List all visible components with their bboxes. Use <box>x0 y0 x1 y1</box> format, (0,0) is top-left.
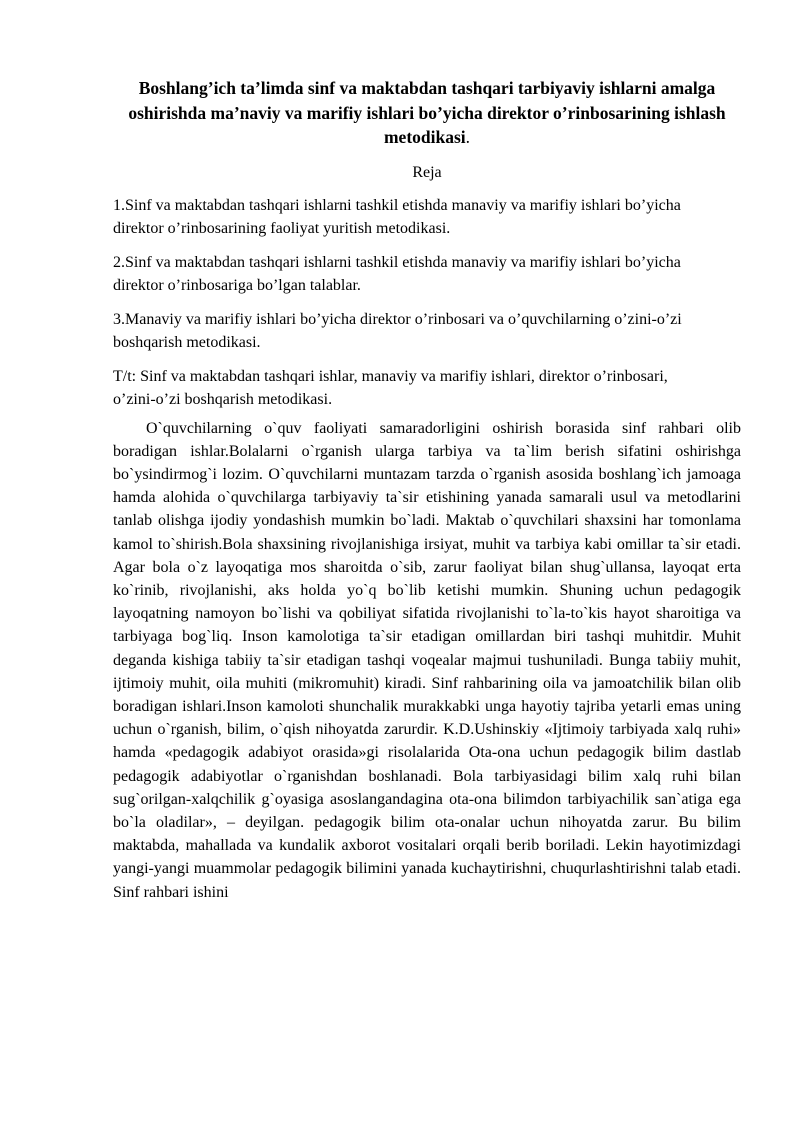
plan-item: 2.Sinf va maktabdan tashqari ishlarni tashkil etishda manaviy va marifiy ishlari bo’yicha direktor o’rinbosariga bo’lgan talablar. <box>113 253 681 294</box>
document-title-text: Boshlang’ich ta’limda sinf va maktabdan tashqari tarbiyaviy ishlarni amalga oshirishda ma’naviy va marifiy ishlari bo’yicha direktor o’rinbosarining ishlash metodikasi <box>128 78 726 147</box>
keywords-line: T/t: Sinf va maktabdan tashqari ishlar, manaviy va marifiy ishlari, direktor o’rinbosari, o’zini-o’zi boshqarish metodikasi. <box>113 367 668 408</box>
plan-heading: Reja <box>412 163 442 181</box>
plan-item: 1.Sinf va maktabdan tashqari ishlarni tashkil etishda manaviy va marifiy ishlari bo’yicha direktor o’rinbosarining faoliyat yuritish metodikasi. <box>113 196 681 237</box>
plan-list <box>113 194 741 354</box>
document-page <box>113 76 741 904</box>
plan-item: 3.Manaviy va marifiy ishlari bo’yicha direktor o’rinbosari va o’quvchilarning o’zini-o’zi boshqarish metodikasi. <box>113 310 682 351</box>
document-title-period: . <box>465 127 471 147</box>
body-paragraph: O`quvchilarning o`quv faoliyati samaradorligini oshirish borasida sinf rahbari olib boradigan ishlar.Bolalarni o`rganish ularga tarbiya va ta`lim berish sifatini oshirishga bo`ysindirmog`i lozim. O`quvchilarni muntazam tarzda o`rganish asosida boshlang`ich jamoaga hamda alohida o`quvchilarga tarbiyaviy ta`sir etishining yanada samarali usul va metodlarini tanlab olishga ijodiy yondashish mumkin bo`ladi. Maktab o`quvchilari shaxsini har tomonlama kamol to`shirish.Bola shaxsining rivojlanishiga irsiyat, muhit va tarbiya kabi omillar ta`sir etadi. Agar bola o`z layoqatiga mos sharoitda o`sib, zarur faoliyat bilan shug`ullansa, layoqat erta ko`rinib, rivojlanishi, aks holda yo`q bo`lib ketishi mumkin. Shuning uchun pedagogik layoqatning namoyon bo`lishi va qobiliyat sifatida rivojlanishi to`la-to`kis hayot sharoitiga va tarbiyaga bog`liq. Inson kamolotiga ta`sir etadigan omillardan biri tashqi muhitdir. Muhit deganda kishiga tabiiy ta`sir etadigan tashqi voqealar majmui tushuniladi. Bunga tabiiy muhit, ijtimoiy muhit, oila muhiti (mikromuhit) kiradi. Sinf rahbarining oila va jamoatchilik bilan olib boradigan ishlari.Inson kamoloti shunchalik murakkabki unga hayotiy tajriba yetarli emas uning uchun o`rganish, bilim, o`qish nihoyatda zarurdir. K.D.Ushinskiy «Ijtimoiy tarbiyada xalq ruhi» hamda «pedagogik adabiyot orasida»gi risolalarida Ota-ona uchun pedagogik bilim dastlab pedagogik adabiyotlar o`rganishdan boshlanadi. Bola tarbiyasidagi bilim xalq ruhi bilan sug`orilgan-xalqchilik g`oyasiga asoslangandagina ota-ona bilimdon tarbiyachilik san`atiga ega bo`la oladilar», – deyilgan. pedagogik bilim ota-onalar uchun nihoyatda zarur. Bu bilim maktabda, mahallada va kundalik axborot vositalari orqali berib boriladi. Lekin hayotimizdagi yangi-yangi muammolar pedagogik bilimini yanada kuchaytirishni, chuqurlashtirishni talab etadi. Sinf rahbari ishini <box>113 419 741 901</box>
document-title <box>113 76 741 150</box>
